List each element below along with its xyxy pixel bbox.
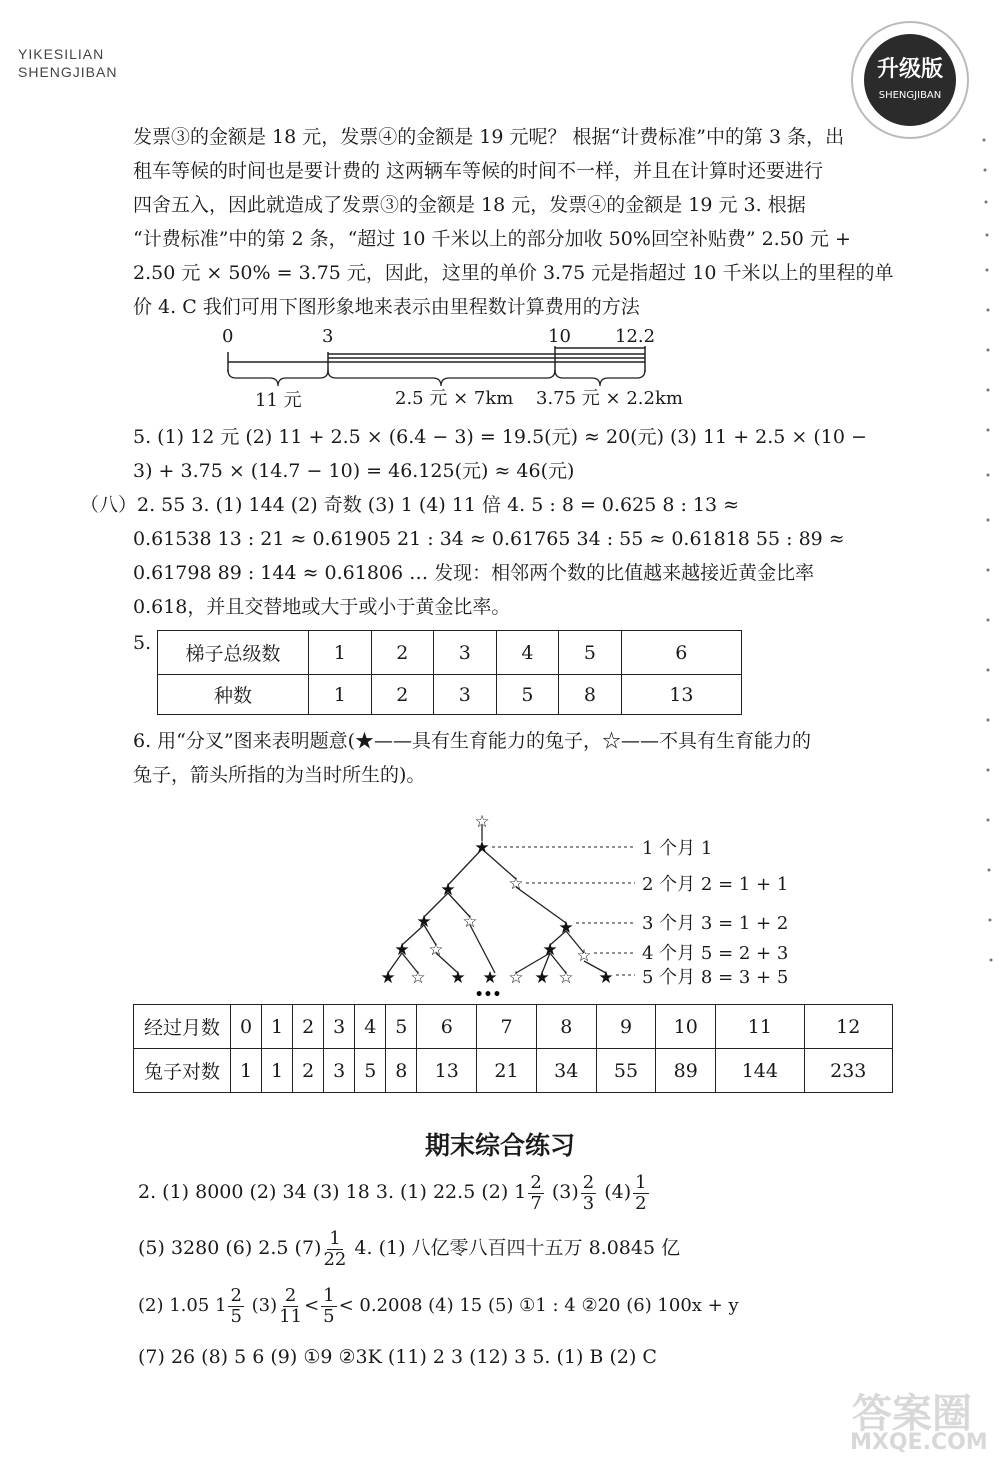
- month-label: 4 个月 5 = 2 + 3: [642, 943, 789, 964]
- tree-branches: [388, 825, 606, 973]
- table-cell: 12: [804, 1005, 892, 1049]
- table-cell: 3: [324, 1005, 355, 1049]
- answer-text: <: [304, 1295, 320, 1316]
- answer-text: (3): [545, 1181, 579, 1203]
- table-cell: 8: [536, 1005, 596, 1049]
- denominator: 2: [635, 1192, 647, 1214]
- table-cell: 9: [596, 1005, 656, 1049]
- solid-star-icon: ★: [394, 940, 410, 960]
- table-row: [158, 631, 742, 675]
- numerator: 1: [329, 1227, 341, 1249]
- table-cell: 1: [231, 1049, 262, 1093]
- numerator: 1: [635, 1171, 647, 1193]
- table-cell: 21: [477, 1049, 537, 1093]
- final-line-3: [138, 1284, 739, 1328]
- solid-star-icon: ★: [598, 968, 614, 988]
- answer-line: 兔子，箭头所指的为当时所生的)。: [133, 764, 426, 786]
- table-cell: 1: [309, 631, 372, 675]
- solid-star-icon: ★: [558, 918, 574, 938]
- numerator: 1: [323, 1284, 335, 1306]
- question-number: 5.: [133, 632, 152, 654]
- decorative-dots: [980, 130, 994, 980]
- answer-line: 发票③的金额是 18 元，发票④的金额是 19 元呢？ 根据“计费标准”中的第 3 条，出: [133, 126, 845, 148]
- watermark-logo: 答案圈: [852, 1391, 972, 1437]
- table-cell: 1: [309, 675, 372, 715]
- tick-3: 3: [322, 326, 334, 347]
- answer-text: (4): [598, 1181, 632, 1203]
- hollow-star-icon: ☆: [428, 940, 444, 960]
- answer-line: 价 4. C 我们可用下图形象地来表示由里程数计算费用的方法: [133, 296, 640, 318]
- final-line-2: [138, 1226, 680, 1270]
- denominator: 22: [323, 1248, 347, 1270]
- table-cell: 2: [293, 1005, 324, 1049]
- table-cell: 2: [293, 1049, 324, 1093]
- header-series-sub: SHENGJIBAN: [18, 64, 118, 80]
- table-cell: 89: [656, 1049, 716, 1093]
- table-cell: 5: [496, 675, 559, 715]
- solid-star-icon: ★: [380, 968, 396, 988]
- solid-star-icon: ★: [482, 968, 498, 988]
- table-cell: 2: [371, 675, 434, 715]
- answer-line: 租车等候的时间也是要计费的 这两辆车等候的时间不一样，并且在计算时还要进行: [133, 160, 824, 182]
- table-cell: 4: [355, 1005, 386, 1049]
- ellipsis-mark: •••: [474, 987, 502, 1000]
- badge-title: 升级版: [876, 57, 944, 82]
- solid-star-icon: ★: [474, 838, 490, 858]
- answer-line: （八）2. 55 3. (1) 144 (2) 奇数 (3) 1 (4) 11 倍 4. 5 : 8 = 0.625 8 : 13 ≈: [80, 494, 740, 516]
- hollow-star-icon: ☆: [410, 968, 426, 988]
- fraction: [321, 1286, 336, 1327]
- table-cell: 144: [716, 1049, 804, 1093]
- answer-line: 0.61538 13 : 21 ≈ 0.61905 21 : 34 ≈ 0.61765 34 : 55 ≈ 0.61818 55 : 89 ≈: [133, 528, 845, 550]
- fraction: [581, 1173, 596, 1214]
- month-label: 2 个月 2 = 1 + 1: [642, 874, 789, 895]
- table-cell: 种数: [158, 675, 309, 715]
- hollow-star-icon: ☆: [474, 812, 490, 832]
- numerator: 2: [530, 1171, 542, 1193]
- badge-subtitle: SHENGJIBAN: [878, 90, 942, 101]
- upgrade-badge: [848, 18, 972, 142]
- month-label: 3 个月 3 = 1 + 2: [642, 913, 789, 934]
- answer-line: 3) + 3.75 × (14.7 − 10) = 46.125(元) ≈ 46(元): [133, 460, 575, 482]
- table-cell: 3: [434, 631, 497, 675]
- tick-10: 10: [548, 326, 571, 347]
- answer-line: 0.618，并且交替地或大于或小于黄金比率。: [133, 596, 511, 618]
- answer-text: (5) 3280 (6) 2.5 (7): [138, 1237, 322, 1259]
- table-cell: 6: [417, 1005, 477, 1049]
- answer-text: (2) 1.05 1: [138, 1295, 227, 1316]
- answer-text: 2. (1) 8000 (2) 34 (3) 18 3. (1) 22.5 (2) 1: [138, 1181, 527, 1203]
- denominator: 11: [279, 1305, 303, 1327]
- ladder-table: [157, 630, 742, 715]
- table-cell: 经过月数: [134, 1005, 231, 1049]
- mileage-diagram: [200, 320, 700, 420]
- month-label: 5 个月 8 = 3 + 5: [642, 967, 789, 988]
- tick-0: 0: [222, 326, 234, 347]
- header-series-name: YIKESILIAN: [18, 46, 105, 62]
- table-cell: 34: [536, 1049, 596, 1093]
- solid-star-icon: ★: [416, 912, 432, 932]
- final-line-4: (7) 26 (8) 5 6 (9) ①9 ②3K (11) 2 3 (12) 3 5. (1) B (2) C: [138, 1346, 657, 1368]
- fraction: [323, 1229, 346, 1270]
- table-cell: 8: [559, 675, 622, 715]
- table-cell: 3: [434, 675, 497, 715]
- fraction: [633, 1173, 648, 1214]
- table-cell: 1: [262, 1005, 293, 1049]
- answer-line: 四舍五入，因此就造成了发票③的金额是 18 元，发票④的金额是 19 元 3. 根据: [133, 194, 806, 216]
- table-cell: 8: [386, 1049, 417, 1093]
- answer-line: 2.50 元 × 50% = 3.75 元，因此，这里的单价 3.75 元是指超过 10 千米以上的里程的单: [133, 262, 894, 284]
- table-cell: 1: [262, 1049, 293, 1093]
- table-row: [158, 675, 742, 715]
- fraction: [279, 1286, 302, 1327]
- hollow-star-icon: ☆: [462, 912, 478, 932]
- table-cell: 6: [621, 631, 741, 675]
- table-cell: 233: [804, 1049, 892, 1093]
- fraction: [528, 1173, 543, 1214]
- rabbit-tree-diagram: [370, 805, 800, 1000]
- answer-text: (3): [245, 1295, 278, 1316]
- table-cell: 13: [417, 1049, 477, 1093]
- month-guides: [492, 847, 635, 975]
- segment-label: 3.75 元 × 2.2km: [536, 388, 683, 409]
- watermark-url: MXQE.COM: [850, 1430, 988, 1455]
- table-cell: 2: [371, 631, 434, 675]
- denominator: 3: [582, 1192, 595, 1214]
- tick-12-2: 12.2: [615, 326, 656, 347]
- answer-line: 5. (1) 12 元 (2) 11 + 2.5 × (6.4 − 3) = 19.5(元) ≈ 20(元) (3) 11 + 2.5 × (10 −: [133, 426, 867, 448]
- table-cell: 4: [496, 631, 559, 675]
- answer-text: 4. (1) 八亿零八百四十五万 8.0845 亿: [348, 1237, 681, 1259]
- hollow-star-icon: ☆: [508, 968, 524, 988]
- table-cell: 55: [596, 1049, 656, 1093]
- final-line-1: [138, 1170, 651, 1214]
- denominator: 5: [323, 1305, 335, 1327]
- hollow-star-icon: ☆: [508, 874, 524, 894]
- segment-label: 2.5 元 × 7km: [395, 388, 514, 409]
- solid-star-icon: ★: [440, 880, 456, 900]
- solid-star-icon: ★: [450, 968, 466, 988]
- segment-label: 11 元: [255, 390, 302, 411]
- table-cell: 5: [355, 1049, 386, 1093]
- solid-star-icon: ★: [542, 940, 558, 960]
- month-label: 1 个月 1: [642, 838, 713, 859]
- table-cell: 5: [559, 631, 622, 675]
- table-cell: 5: [386, 1005, 417, 1049]
- table-cell: 10: [656, 1005, 716, 1049]
- table-cell: 兔子对数: [134, 1049, 231, 1093]
- solid-star-icon: ★: [534, 968, 550, 988]
- answer-line: “计费标准”中的第 2 条，“超过 10 千米以上的部分加收 50%回空补贴费” 2.50 元 +: [133, 228, 851, 250]
- section-title: 期末综合练习: [424, 1131, 575, 1160]
- denominator: 7: [530, 1192, 542, 1214]
- numerator: 2: [230, 1284, 242, 1306]
- table-cell: 13: [621, 675, 741, 715]
- fraction: [228, 1286, 243, 1327]
- rabbit-pairs-table: [133, 1004, 893, 1093]
- table-cell: 7: [477, 1005, 537, 1049]
- numerator: 2: [582, 1171, 595, 1193]
- numerator: 2: [284, 1284, 297, 1306]
- denominator: 5: [230, 1305, 242, 1327]
- table-cell: 梯子总级数: [158, 631, 309, 675]
- table-row: [134, 1005, 893, 1049]
- answer-line: 6. 用“分叉”图来表明题意(★——具有生育能力的兔子，☆——不具有生育能力的: [133, 730, 812, 752]
- hollow-star-icon: ☆: [576, 946, 592, 966]
- table-cell: 0: [231, 1005, 262, 1049]
- answer-line: 0.61798 89 : 144 ≈ 0.61806 … 发现：相邻两个数的比值越来越接近黄金比率: [133, 562, 815, 584]
- answer-text: < 0.2008 (4) 15 (5) ①1 : 4 ②20 (6) 100x + y: [338, 1295, 739, 1316]
- table-cell: 11: [716, 1005, 804, 1049]
- table-row: [134, 1049, 893, 1093]
- hollow-star-icon: ☆: [558, 968, 574, 988]
- table-cell: 3: [324, 1049, 355, 1093]
